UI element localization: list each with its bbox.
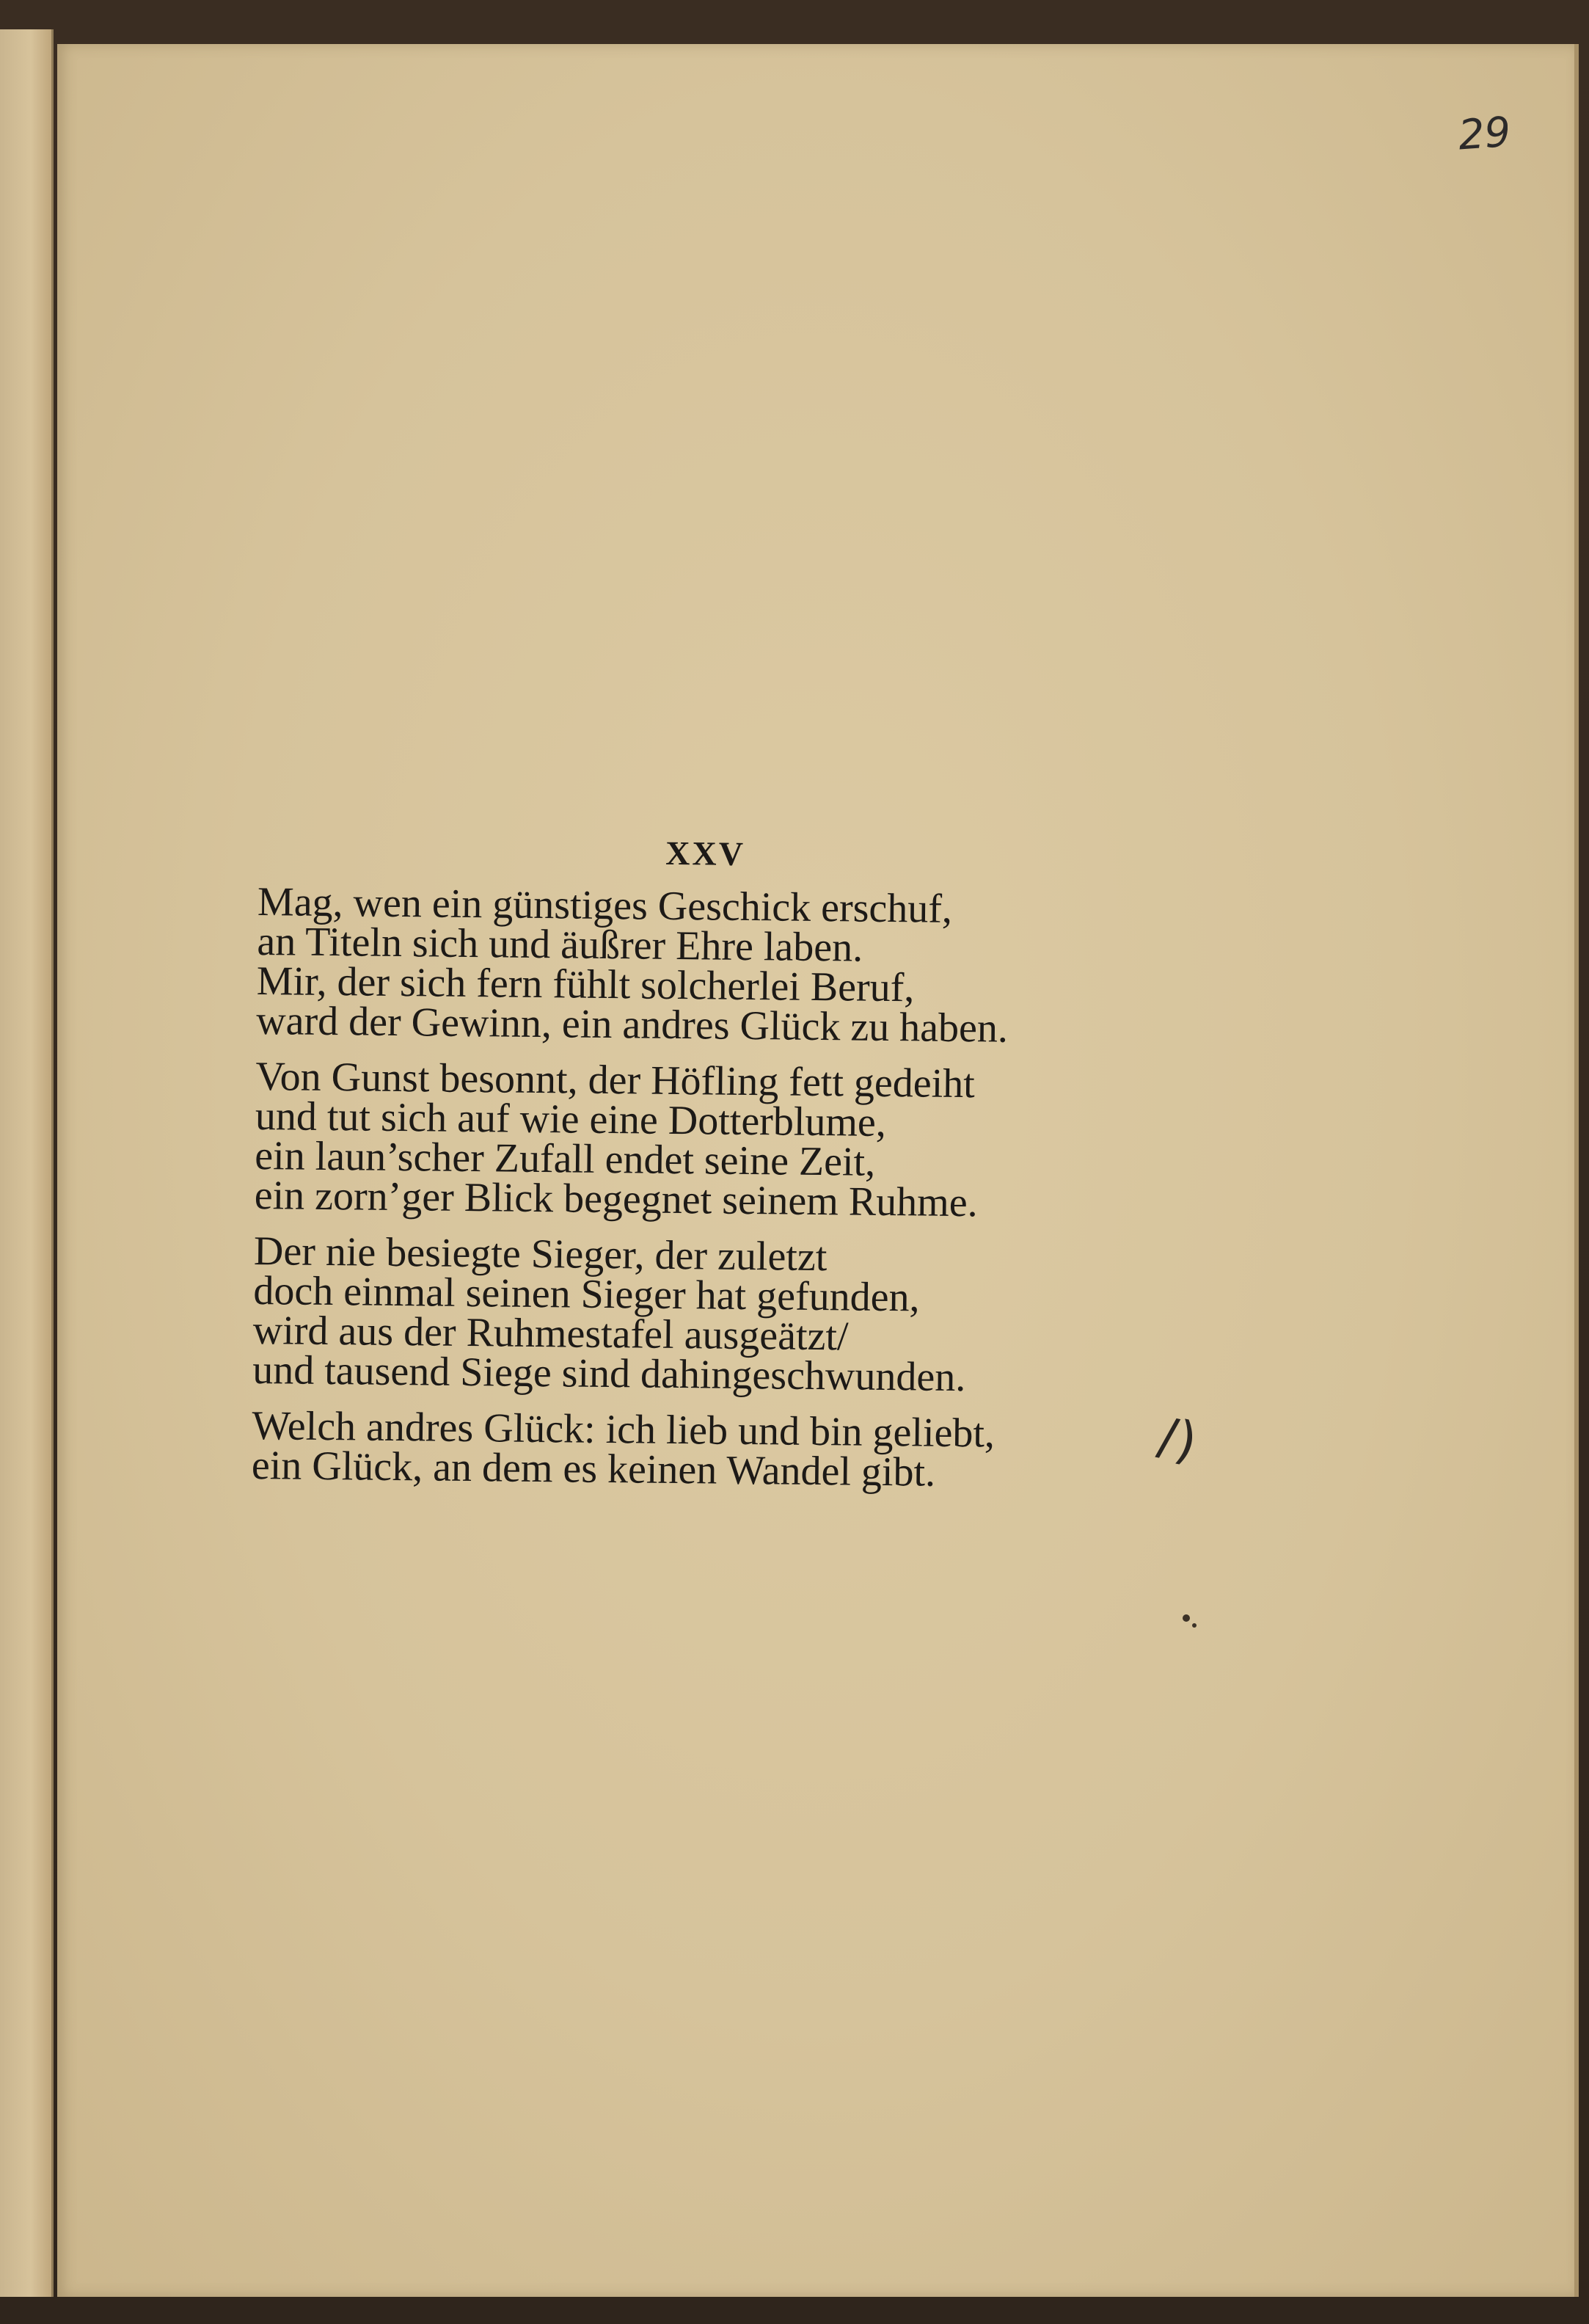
poem-line: und tausend Siege sind dahingeschwunden. [252, 1347, 966, 1401]
paper-speck [1192, 1623, 1197, 1628]
stanza-1 [255, 878, 1307, 1052]
poem [251, 829, 1307, 1512]
stanza-2 [254, 1053, 1304, 1226]
book-cover-edge [0, 29, 54, 2297]
poem-line: ein laun’scher Zufall endet seine Zeit, [255, 1132, 876, 1185]
poem-line: Der nie besiegte Sieger, der zuletzt [253, 1228, 828, 1281]
page-number: 29 [1456, 108, 1513, 160]
poem-line: Welch andres Glück: ich lieb und bin geliebt, [252, 1402, 996, 1457]
pencil-margin-mark: /) [1153, 1405, 1202, 1473]
paper-speck [1183, 1614, 1190, 1622]
stanza-3 [252, 1228, 1303, 1401]
poem-line: an Titeln sich und äußrer Ehre laben. [257, 918, 863, 971]
poem-line: ein zorn’ger Blick begegnet seinem Ruhme. [254, 1172, 978, 1226]
poem-line: doch einmal seinen Sieger hat gefunden, [253, 1267, 920, 1321]
poem-line: ward der Gewinn, ein andres Glück zu haben. [255, 997, 1009, 1052]
poem-title: XXV [665, 834, 746, 873]
poem-line: und tut sich auf wie eine Dotterblume, [255, 1093, 887, 1145]
poem-line: Mag, wen ein günstiges Geschick erschuf, [257, 878, 953, 932]
stanza-4 [251, 1402, 1301, 1496]
poem-line: wird aus der Ruhmestafel ausgeätzt/ [252, 1307, 849, 1360]
poem-line: Mir, der sich fern fühlt solcherlei Beruf, [256, 958, 915, 1011]
poem-line: Von Gunst besonnt, der Höfling fett gedeiht [255, 1053, 976, 1107]
poem-line: ein Glück, an dem es keinen Wandel gibt. [251, 1442, 936, 1496]
